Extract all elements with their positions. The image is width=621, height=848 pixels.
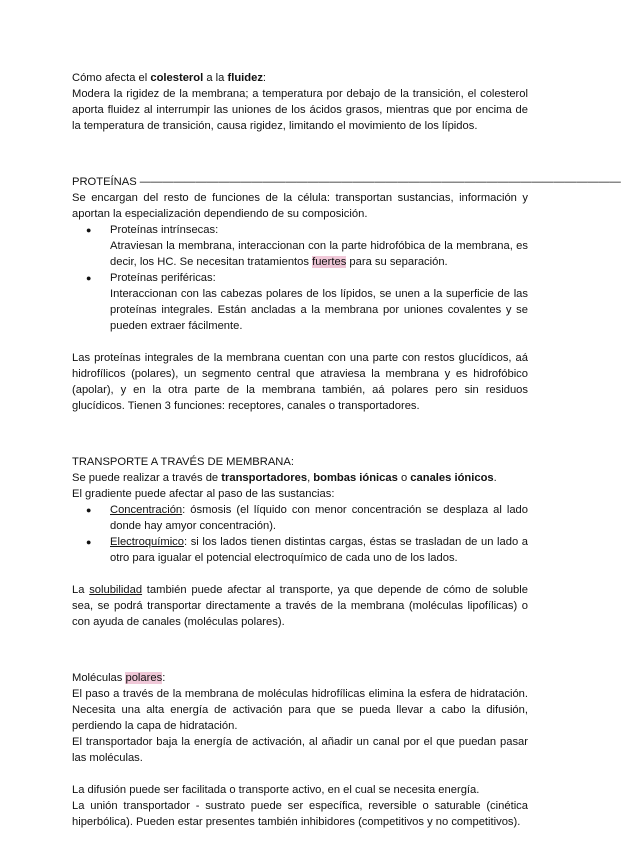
bold-term: bombas iónicas [313,472,398,484]
list-item [72,270,528,334]
bullet-dot-icon: ● [86,505,92,515]
document-page [72,70,621,830]
transporte-line1: Se puede realizar a través de transportadores, bombas iónicas o canales iónicos. [72,472,497,484]
polares-p3: La difusión puede ser facilitada o transporte activo, en el cual se necesita energía. [72,784,480,796]
proteinas-heading: PROTEÍNAS ——————————————————————————————————————————— [72,176,621,188]
list-item: ● Electroquímico: si los lados tienen distintas cargas, éstas se trasladan de un lado a otro para igualar el potencial electroquímico de cada uno de los lados. [86,536,528,564]
underlined-term: solubilidad [89,584,143,596]
proteinas-integrales: Las proteínas integrales de la membrana cuentan con una parte con restos glucídicos, aá hidrofílicos (polares), un segmento central que atraviesa la membrana y es hidrofóbico (apolar), y en la otra parte de la membrana también, aá polares pero sin residuos glucídicos. Tienen 3 funciones: receptores, canales o transportadores. [72,352,528,412]
colesterol-title: Cómo afecta el colesterol a la fluidez: [72,72,267,84]
underlined-term: Electroquímico [110,536,184,548]
polares-p1: El paso a través de la membrana de moléculas hidrofílicas elimina la esfera de hidratación. Necesita una alta energía de activación para que se pueda llevar a cabo la difusión, perdiendo la capa de hidratación. [72,688,528,732]
transporte-line2: El gradiente puede afectar al paso de las sustancias: [72,488,335,500]
bullet-dot-icon: ● [86,273,92,283]
colesterol-body: Modera la rigidez de la membrana; a temperatura por debajo de la transición, el colesterol aporta fluidez al interrumpir las uniones de los ácidos grasos, mientras que por encima de la temperatura de transición, causa rigidez, limitando el movimiento de los lípidos. [72,88,528,132]
list-item [72,222,528,270]
list-item-body: Interaccionan con las cabezas polares de los lípidos, se unen a la superficie de las proteínas integrales. Están ancladas a la membrana por uniones covalentes y se pueden extraer fácilmente. [110,288,528,332]
bold-term: fluidez [227,72,263,84]
solubilidad-paragraph: La solubilidad también puede afectar al transporte, ya que depende de cómo de soluble sea, se podrá transportar directamente a través de la membrana (moléculas lipofílicas) o con ayuda de canales (moléculas polares). [72,584,528,628]
underlined-term: Concentración [110,504,183,516]
polares-p4: La unión transportador - sustrato puede ser específica, reversible o saturable (cinética hiperbólica). Pueden estar presentes también inhibidores (competitivos y no competitivos). [72,800,528,828]
transporte-list [72,502,528,566]
bullet-dot-icon: ● [86,225,92,235]
list-item-title: Proteínas periféricas: [110,272,216,284]
polares-p2: El transportador baja la energía de activación, al añadir un canal por el que puedan pasar las moléculas. [72,736,528,764]
highlighted-word: polares [125,672,163,684]
proteinas-list [72,222,528,334]
list-item-body: Atraviesan la membrana, interaccionan con la parte hidrofóbica de la membrana, es decir, los HC. Se necesitan tratamientos fuertes para su separación. [110,240,528,268]
proteinas-intro: Se encargan del resto de funciones de la célula: transportan sustancias, información y aportan la especialización dependiendo de su composición. [72,192,528,220]
transporte-heading: TRANSPORTE A TRAVÉS DE MEMBRANA: [72,456,294,468]
bullet-dot-icon: ● [86,537,92,547]
polares-title: Moléculas polares: [72,672,166,684]
list-item-title: Proteínas intrínsecas: [110,224,219,236]
list-item: ● Concentración: ósmosis (el líquido con menor concentración se desplaza al lado donde hay amyor concentración). [86,504,528,532]
bold-term: transportadores [221,472,308,484]
bold-term: colesterol [150,72,204,84]
bold-term: canales iónicos [410,472,494,484]
highlighted-word: fuertes [312,256,347,268]
